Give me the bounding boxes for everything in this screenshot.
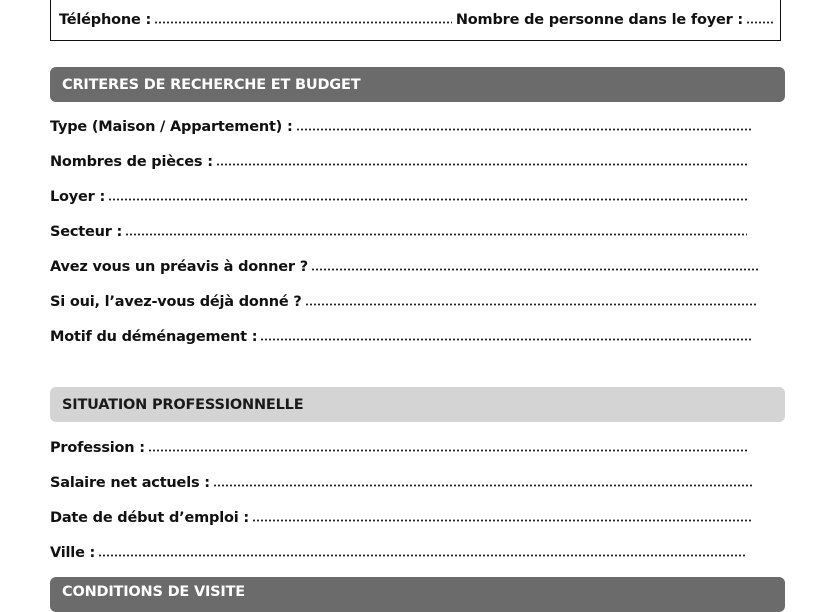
form-field-moving-reason: [50, 329, 751, 345]
form-field-city: [50, 545, 745, 561]
field-label: Type (Maison / Appartement) :: [50, 119, 293, 135]
field-blank[interactable]: [260, 338, 751, 341]
field-label: Loyer :: [50, 189, 106, 205]
form-field-profession: [50, 440, 748, 456]
phone-label: Téléphone :: [59, 12, 152, 28]
field-label: Profession :: [50, 440, 145, 456]
field-blank[interactable]: [311, 268, 758, 271]
form-field-start-date: [50, 510, 753, 526]
section-title: CRITERES DE RECHERCHE ET BUDGET: [62, 76, 361, 93]
section-header-professional: [50, 387, 785, 422]
household-label: Nombre de personne dans le foyer :: [455, 12, 743, 28]
field-label: Motif du déménagement :: [50, 329, 258, 345]
form-field-rooms: [50, 154, 749, 170]
field-blank[interactable]: [148, 449, 748, 452]
form-field-notice: [50, 259, 758, 275]
form-field-type: [50, 119, 752, 135]
section-title: CONDITIONS DE VISITE: [62, 584, 246, 600]
field-label: Date de début d’emploi :: [50, 510, 249, 526]
household-field[interactable]: [746, 21, 774, 24]
form-field-sector: [50, 224, 747, 240]
field-blank[interactable]: [216, 163, 749, 166]
field-label: Si oui, l’avez-vous déjà donné ?: [50, 294, 302, 310]
form-field-rent: [50, 189, 748, 205]
field-blank[interactable]: [108, 198, 748, 201]
field-label: Salaire net actuels :: [50, 475, 210, 491]
field-label: Avez vous un préavis à donner ?: [50, 259, 308, 275]
form-field-notice-given: [50, 294, 757, 310]
section-header-visit: [50, 577, 785, 612]
section-title: SITUATION PROFESSIONNELLE: [62, 396, 304, 413]
section-header-search: [50, 67, 785, 102]
field-blank[interactable]: [252, 519, 753, 522]
contact-row: [59, 12, 774, 28]
field-blank[interactable]: [125, 233, 747, 236]
field-label: Ville :: [50, 545, 96, 561]
field-blank[interactable]: [213, 484, 752, 487]
phone-field[interactable]: [154, 21, 452, 24]
field-blank[interactable]: [296, 128, 752, 131]
form-field-salary: [50, 475, 752, 491]
field-label: Secteur :: [50, 224, 123, 240]
field-label: Nombres de pièces :: [50, 154, 213, 170]
field-blank[interactable]: [305, 303, 757, 306]
field-blank[interactable]: [98, 554, 745, 557]
